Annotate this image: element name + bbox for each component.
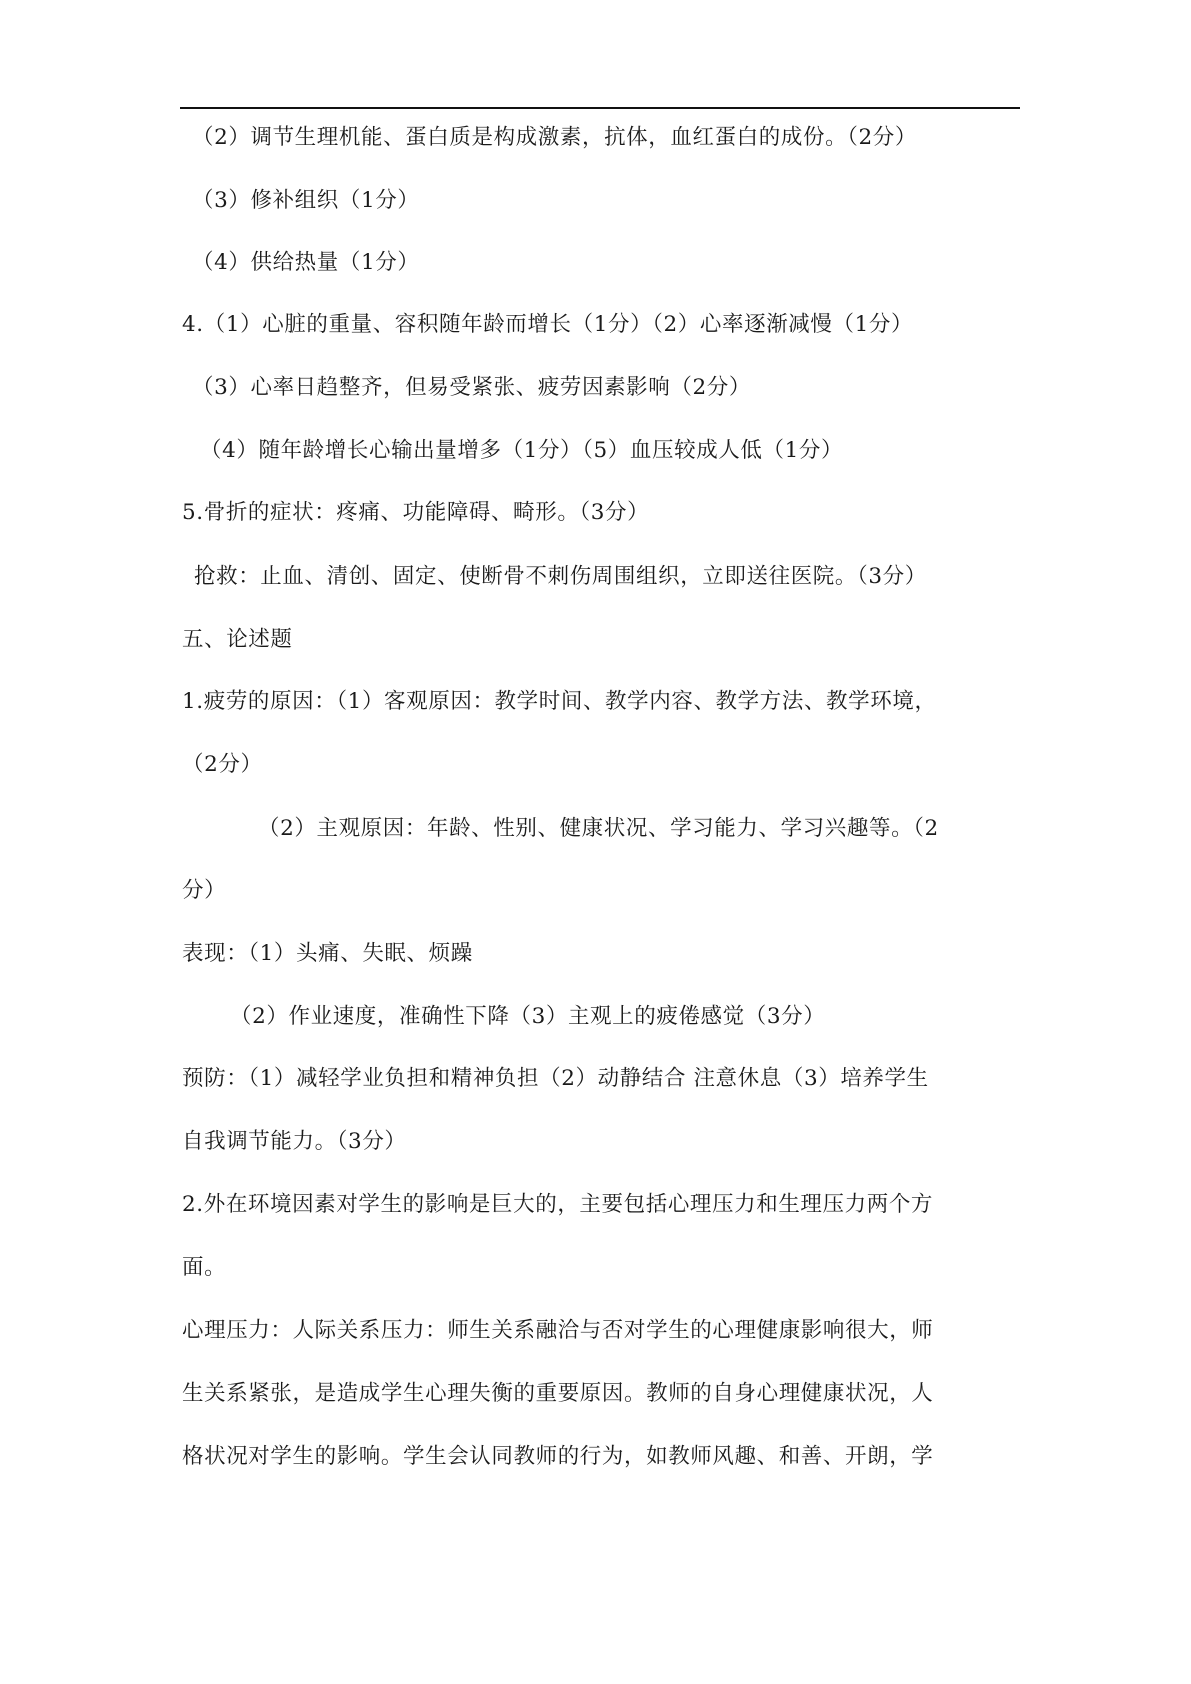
- text-line: 预防：（1）减轻学业负担和精神负担（2）动静结合 注意休息（3）培养学生: [182, 1066, 929, 1091]
- text-line: 4.（1）心脏的重量、容积随年龄而增长（1分）（2）心率逐渐减慢（1分）: [182, 312, 914, 337]
- text-line: （4）供给热量（1分）: [192, 250, 420, 275]
- text-line: （3）修补组织（1分）: [192, 188, 420, 213]
- text-line: 面。: [182, 1255, 227, 1280]
- text-line: 抢救：止血、清创、固定、使断骨不刺伤周围组织，立即送往医院。（3分）: [194, 564, 927, 589]
- section-heading: 五、论述题: [182, 627, 293, 652]
- text-line: （2）调节生理机能、蛋白质是构成激素，抗体，血红蛋白的成份。（2分）: [192, 125, 918, 150]
- text-line: （2）作业速度，准确性下降（3）主观上的疲倦感觉（3分）: [230, 1004, 826, 1029]
- header-rule: [180, 107, 1020, 109]
- text-line: 1.疲劳的原因：（1）客观原因：教学时间、教学内容、教学方法、教学环境，: [182, 689, 937, 714]
- text-line: 2.外在环境因素对学生的影响是巨大的，主要包括心理压力和生理压力两个方: [182, 1192, 934, 1217]
- text-line: （3）心率日趋整齐，但易受紧张、疲劳因素影响（2分）: [192, 375, 751, 400]
- text-line: 格状况对学生的影响。学生会认同教师的行为，如教师风趣、和善、开朗，学: [182, 1444, 934, 1469]
- text-line: （4）随年龄增长心输出量增多（1分）（5）血压较成人低（1分）: [200, 438, 844, 463]
- text-line: 心理压力：人际关系压力：师生关系融洽与否对学生的心理健康影响很大，师: [182, 1318, 934, 1343]
- text-line: （2）主观原因：年龄、性别、健康状况、学习能力、学习兴趣等。（2: [258, 816, 939, 841]
- text-line: （2分）: [182, 752, 263, 777]
- text-line: 生关系紧张，是造成学生心理失衡的重要原因。教师的自身心理健康状况，人: [182, 1381, 934, 1406]
- text-line: 表现：（1）头痛、失眠、烦躁: [182, 941, 473, 966]
- text-line: 分）: [182, 878, 227, 903]
- text-line: 自我调节能力。（3分）: [182, 1129, 407, 1154]
- text-line: 5.骨折的症状：疼痛、功能障碍、畸形。（3分）: [182, 500, 650, 525]
